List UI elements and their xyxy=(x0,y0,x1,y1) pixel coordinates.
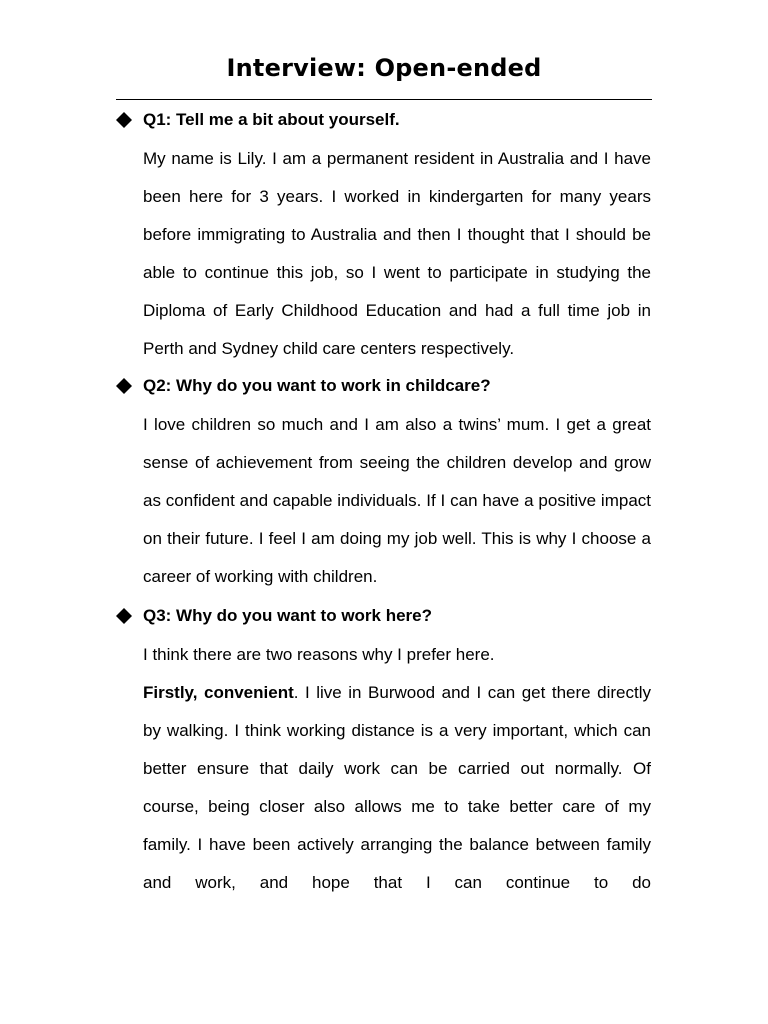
question-text-q2: Q2: Why do you want to work in childcare? xyxy=(143,376,491,395)
document-body xyxy=(143,102,651,902)
diamond-bullet-icon xyxy=(116,112,132,128)
answer-paragraph-q1: My name is Lily. I am a permanent resident in Australia and I have been here for 3 years. I worked in kindergarten for many years before immigrating to Australia and then I thought that I should be able to continue this job, so I went to participate in studying the Diploma of Early Childhood Education and had a full time job in Perth and Sydney child care centers respectively. xyxy=(143,149,651,358)
document-title: Interview: Open-ended xyxy=(226,54,542,82)
reason-body-text: . I live in Burwood and I can get there directly by walking. I think working distance is a very important, which can better ensure that daily work can be carried out normally. Of course, being closer also allows me to take better care of my family. I have been actively arranging the balance between family and work, and hope that I can continue to do xyxy=(143,683,651,892)
answer-paragraph-q2: I love children so much and I am also a twins’ mum. I get a great sense of achievement from seeing the children develop and grow as confident and capable individuals. If I can have a positive impact on their future. I feel I am doing my job well. This is why I choose a career of working with children. xyxy=(143,415,651,586)
question-text-q3: Q3: Why do you want to work here? xyxy=(143,606,433,625)
question-heading-q3 xyxy=(143,598,651,634)
question-heading-q1 xyxy=(143,102,651,138)
title-divider xyxy=(116,99,652,100)
question-heading-q2 xyxy=(143,368,651,404)
answer-intro-q3: I think there are two reasons why I prefer here. xyxy=(143,645,495,664)
diamond-bullet-icon xyxy=(116,608,132,624)
reason-lead-text: Firstly, convenient xyxy=(143,683,294,702)
diamond-bullet-icon xyxy=(116,378,132,394)
answer-paragraph-q3 xyxy=(143,674,651,902)
question-text-q1: Q1: Tell me a bit about yourself. xyxy=(143,110,400,129)
